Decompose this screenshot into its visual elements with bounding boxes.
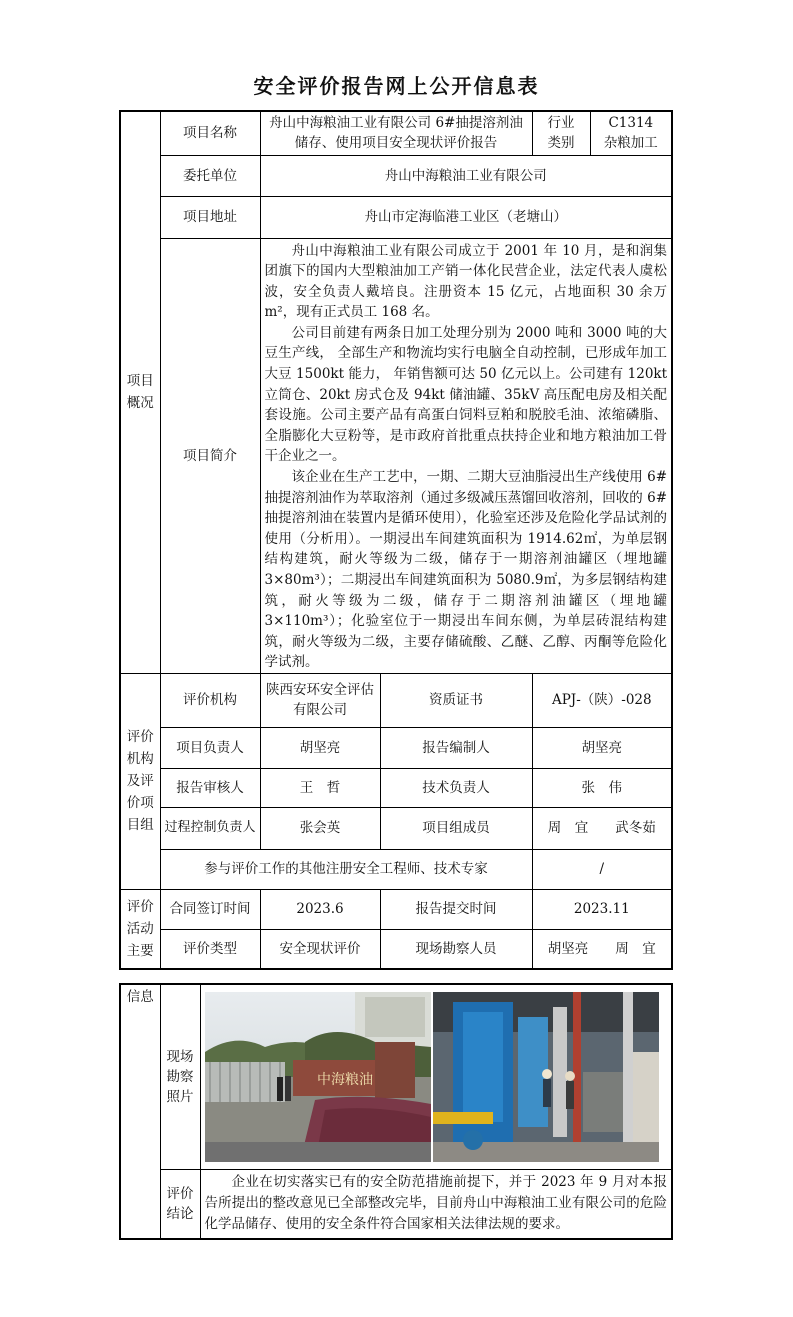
industry-value: C1314 杂粮加工: [590, 111, 672, 155]
survey-label: 现场勘察人员: [380, 929, 532, 969]
client-label: 委托单位: [160, 155, 260, 196]
overview-category: 项目概况: [120, 111, 160, 673]
leader: 胡坚亮: [260, 727, 380, 768]
type-label: 评价类型: [160, 929, 260, 969]
survey: 胡坚亮 周 宜: [532, 929, 672, 969]
reviewer: 王 哲: [260, 768, 380, 807]
cert-label: 资质证书: [380, 673, 532, 727]
conclusion-text: 企业在切实落实已有的安全防范措施前提下，并于 2023 年 9 月对本报告所提出的整改意见已全部整改完毕，目前舟山中海粮油工业有限公司的危险化学品储存、使用的安全条件符合国家相关法律法规的要求。: [200, 1169, 672, 1239]
leader-label: 项目负责人: [160, 727, 260, 768]
conclusion-label: 评价结论: [160, 1169, 200, 1239]
members-label: 项目组成员: [380, 807, 532, 849]
submit: 2023.11: [532, 889, 672, 929]
photos-cell: [200, 984, 672, 1169]
intro-paragraph: 该企业在生产工艺中，一期、二期大豆油脂浸出生产线使用 6#抽提溶剂油作为萃取溶剂（通过多级减压蒸馏回收溶剂，回收的 6#抽提溶剂油在装置内是循环使用），化验室还涉及危险化学品试剂的使用（分析用）。一期浸出车间建筑面积为 1914.62㎡，为单层钢结构建筑，耐火等级为二级，储存于一期溶剂油罐区（埋地罐 3×80m³）；二期浸出车间建筑面积为 5080.9㎡，为多层钢结构建筑，耐火等级为二级，储存于二期溶剂油罐区（埋地罐 3×110m³）；化验室位于一期浸出车间东侧，为单层砖混结构建筑，耐火等级为二级，主要存储硫酸、乙醚、乙醇、丙酮等危险化学试剂。: [264, 469, 668, 671]
org: 陕西安环安全评估有限公司: [260, 673, 380, 727]
editor: 胡坚亮: [532, 727, 672, 768]
contract-label: 合同签订时间: [160, 889, 260, 929]
experts: /: [532, 849, 672, 889]
intro-paragraph: 舟山中海粮油工业有限公司成立于 2001 年 10 月，是和润集团旗下的国内大型粮油加工产销一体化民营企业，法定代表人虞松波，安全负责人戴培良。注册资本 15 亿元，占地面积 30 余万 m²，现有正式员工 168 名。: [264, 242, 668, 321]
intro-paragraph: 公司目前建有两条日加工处理分别为 2000 吨和 3000 吨的大豆生产线， 全部生产和物流均实行电脑全自动控制，已形成年加工大豆 1500kt 能力， 年销售额可达 50 亿元以上。公司建有 120kt 立筒仓、20kt 房式仓及 94kt 储油罐、35kV 高压配电房及相关配套设施。公司主要产品有高蛋白饲料豆粕和脱胶毛油、浓缩磷脂、全脂膨化大豆粉等，是市政府首批重点扶持企业和地方粮油加工骨干企业之一。: [264, 324, 668, 465]
contract: 2023.6: [260, 889, 380, 929]
info-table-2: [119, 983, 673, 1240]
members: 周 宜 武冬茹: [532, 807, 672, 849]
tech-label: 技术负责人: [380, 768, 532, 807]
cert: APJ-（陕）-028: [532, 673, 672, 727]
site-photo-plant: [433, 992, 659, 1162]
team-category: 评价机构及评价项目组: [120, 673, 160, 889]
submit-label: 报告提交时间: [380, 889, 532, 929]
type: 安全现状评价: [260, 929, 380, 969]
process: 张会英: [260, 807, 380, 849]
address-label: 项目地址: [160, 196, 260, 238]
reviewer-label: 报告审核人: [160, 768, 260, 807]
intro-label: 项目简介: [160, 238, 260, 673]
industry-label: 行业类别: [532, 111, 590, 155]
site-photo-gate: [205, 992, 431, 1162]
project-name-label: 项目名称: [160, 111, 260, 155]
address: 舟山市定海临港工业区（老塘山）: [260, 196, 672, 238]
photos-label: 现场勘察照片: [160, 984, 200, 1169]
intro-text: [260, 238, 672, 673]
process-label: 过程控制负责人: [160, 807, 260, 849]
info-table: [119, 110, 673, 970]
project-name: 舟山中海粮油工业有限公司 6#抽提溶剂油储存、使用项目安全现状评价报告: [260, 111, 532, 155]
tech: 张 伟: [532, 768, 672, 807]
editor-label: 报告编制人: [380, 727, 532, 768]
org-label: 评价机构: [160, 673, 260, 727]
activity-category: 评价活动主要: [120, 889, 160, 969]
page-title: 安全评价报告网上公开信息表: [253, 74, 540, 98]
client: 舟山中海粮油工业有限公司: [260, 155, 672, 196]
info-category: 信息: [120, 984, 160, 1239]
experts-label: 参与评价工作的其他注册安全工程师、技术专家: [160, 849, 532, 889]
gate-sign: 中海粮油: [316, 1071, 373, 1088]
